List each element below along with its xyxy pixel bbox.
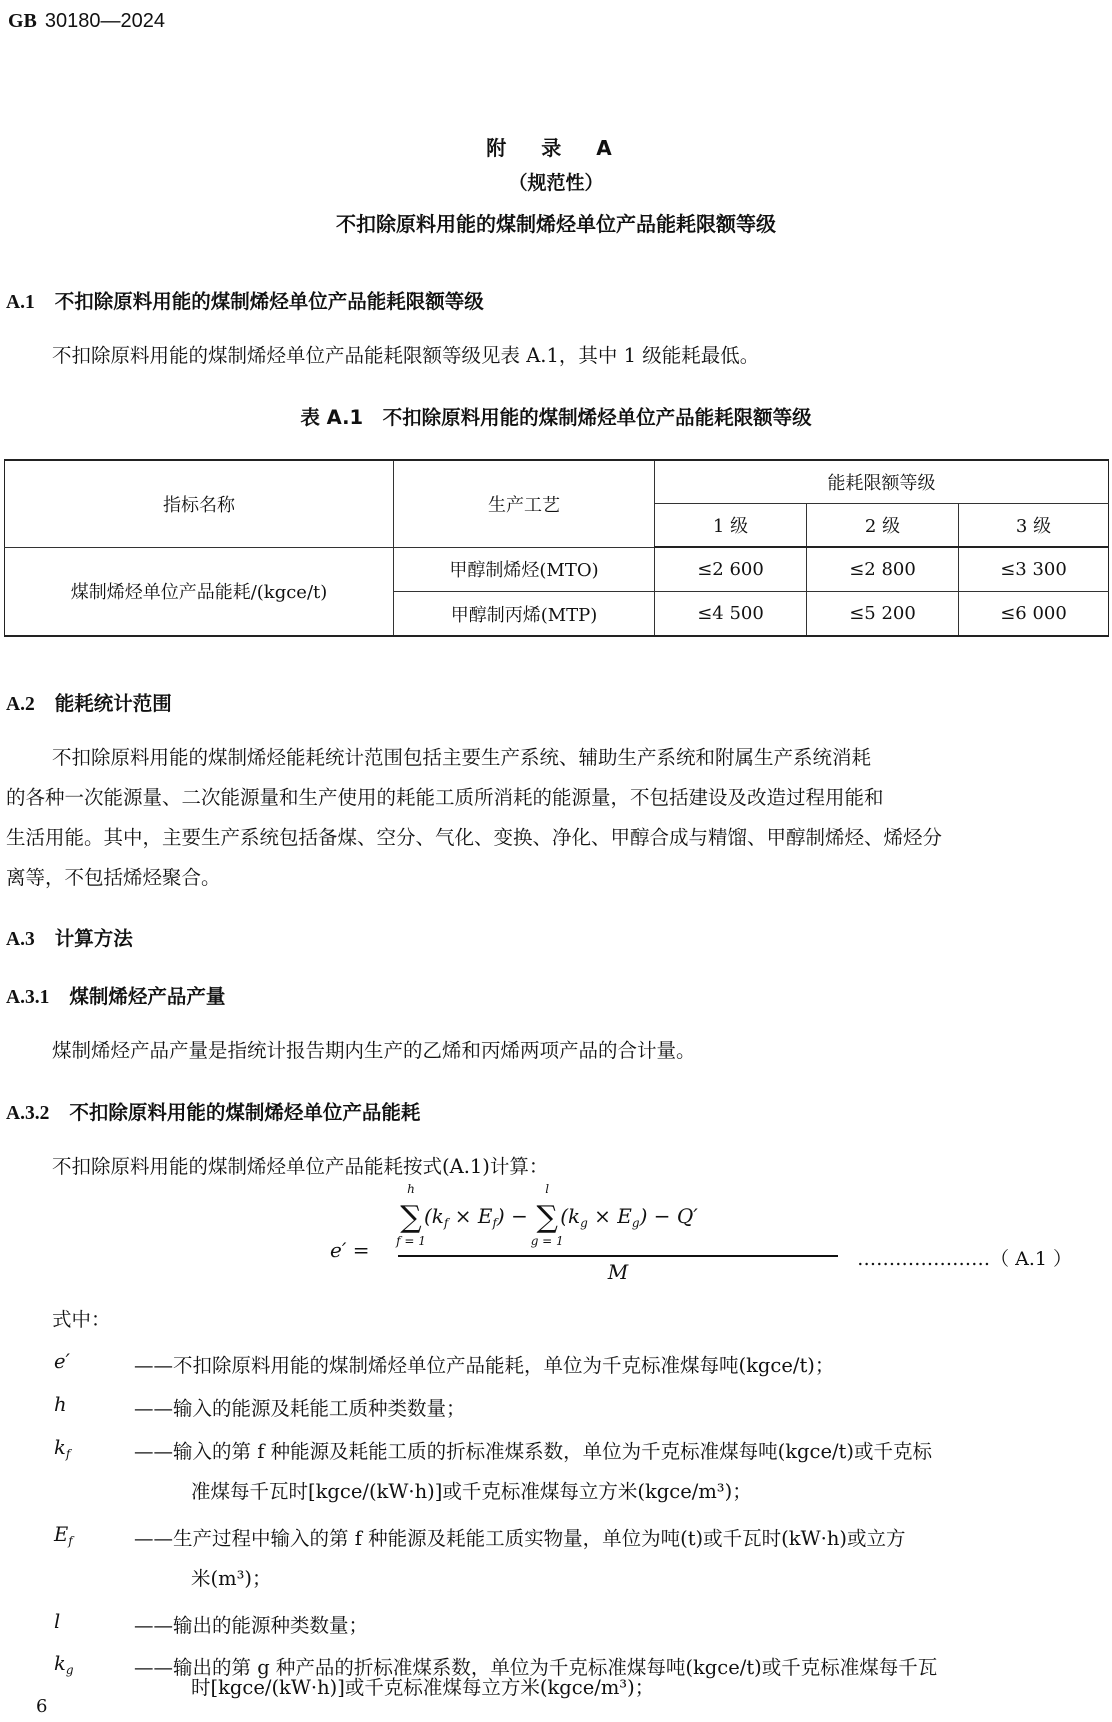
section-number: A.2 — [6, 694, 35, 715]
definition-continuation: 准煤每千瓦时[kgce/(kW·h)]或千克标准煤每立方米(kgce/m³)； — [191, 1480, 752, 1503]
header-grade-3: 3 级 — [959, 504, 1109, 548]
appendix-title: 不扣除原料用能的煤制烯烃单位产品能耗限额等级 — [336, 212, 776, 236]
definition-symbol: $k_g$ — [54, 1652, 74, 1677]
paragraph-text: 不扣除原料用能的煤制烯烃单位产品能耗按式(A.1)计算： — [52, 1155, 549, 1178]
definition-continuation: 时[kgce/(kW·h)]或千克标准煤每立方米(kgce/m³)； — [191, 1676, 655, 1699]
definition-E-f — [54, 1523, 1110, 1603]
definition-text: ——输入的第 f 种能源及耗能工质的折标准煤系数，单位为千克标准煤每吨(kgce/t)或千克标 — [134, 1440, 932, 1463]
definition-k-g-continuation — [54, 1672, 1110, 1702]
value-cell: ≤3 300 — [959, 547, 1109, 592]
process-cell: 甲醇制烯烃(MTO) — [394, 547, 655, 592]
section-heading-a31 — [6, 981, 225, 1009]
definition-e-prime — [54, 1350, 1110, 1380]
header-grade-2: 2 级 — [807, 504, 959, 548]
energy-limit-table — [4, 459, 1109, 637]
value-cell: ≤2 600 — [655, 547, 807, 592]
paragraph-a1 — [6, 336, 1108, 376]
header-grade-1: 1 级 — [655, 504, 807, 548]
section-heading-a1 — [6, 286, 484, 314]
header-indicator: 指标名称 — [5, 460, 394, 547]
section-heading-a3 — [6, 923, 133, 951]
paragraph-line: 生活用能。其中，主要生产系统包括备煤、空分、气化、变换、净化、甲醇合成与精馏、甲醇制烯烃、烯烃分 — [6, 826, 943, 849]
formula-denominator: M — [607, 1260, 629, 1284]
section-number: A.3.1 — [6, 987, 50, 1008]
paragraph-line: 不扣除原料用能的煤制烯烃能耗统计范围包括主要生产系统、辅助生产系统和附属生产系统消耗 — [52, 746, 872, 769]
paragraph-text: 煤制烯烃产品产量是指统计报告期内生产的乙烯和丙烯两项产品的合计量。 — [52, 1039, 696, 1062]
header-grade-group: 能耗限额等级 — [655, 460, 1109, 504]
value-cell: ≤2 800 — [807, 547, 959, 592]
formula-numerator: h ∑ f = 1 $(k_f \times E_f)$ − l ∑ g = 1 $(k_g \times E_g) - Q'$ — [396, 1182, 698, 1248]
definition-text: ——输入的能源及耗能工质种类数量； — [134, 1397, 466, 1420]
value-cell: ≤4 500 — [655, 592, 807, 637]
process-cell: 甲醇制丙烯(MTP) — [394, 592, 655, 637]
section-title: 煤制烯烃产品产量 — [69, 985, 226, 1008]
definition-text: ——输出的第 g 种产品的折标准煤系数，单位为千克标准煤每吨(kgce/t)或千克标准煤每千瓦 — [134, 1656, 938, 1679]
appendix-nature: （规范性） — [508, 172, 604, 194]
table-row — [5, 547, 1109, 592]
definition-symbol: l — [54, 1610, 61, 1633]
definition-symbol: $E_f$ — [54, 1523, 73, 1548]
page-number: 6 — [36, 1696, 48, 1717]
definition-continuation: 米(m³)； — [191, 1567, 272, 1590]
sigma-icon: l ∑ g = 1 — [530, 1182, 564, 1248]
section-heading-a32 — [6, 1097, 420, 1125]
paragraph-text: 不扣除原料用能的煤制烯烃单位产品能耗限额等级见表 A.1，其中 1 级能耗最低。 — [52, 344, 760, 367]
indicator-name: 煤制烯烃单位产品能耗/(kgce/t) — [5, 547, 394, 636]
paragraph-a31 — [6, 1031, 1108, 1071]
where-label — [6, 1300, 1108, 1340]
value-cell: ≤5 200 — [807, 592, 959, 637]
definition-text: ——生产过程中输入的第 f 种能源及耗能工质实物量，单位为吨(t)或千瓦时(kW·h)或立方 — [134, 1527, 906, 1550]
fraction-bar — [398, 1255, 838, 1257]
definition-h — [54, 1393, 1110, 1423]
definition-symbol: e′ — [54, 1350, 70, 1373]
paragraph-a32 — [6, 1147, 1108, 1187]
definition-symbol: $k_f$ — [54, 1436, 71, 1461]
definition-k-f — [54, 1436, 1110, 1516]
equation-number: …………………（ A.1 ） — [857, 1248, 1072, 1270]
section-number: A.3 — [6, 929, 35, 950]
page-header — [8, 8, 165, 33]
definition-symbol: h — [54, 1393, 67, 1416]
section-title: 计算方法 — [54, 927, 133, 950]
definition-text: ——输出的能源种类数量； — [134, 1614, 369, 1637]
section-number: A.1 — [6, 292, 35, 313]
formula-lhs: e′ = — [330, 1238, 370, 1262]
sigma-icon: h ∑ f = 1 — [396, 1182, 426, 1248]
paragraph-a2 — [6, 738, 1108, 898]
section-title: 能耗统计范围 — [54, 692, 172, 715]
paragraph-line: 离等，不包括烯烃聚合。 — [6, 866, 221, 889]
section-heading-a2 — [6, 688, 172, 716]
value-cell: ≤6 000 — [959, 592, 1109, 637]
where-text: 式中： — [52, 1308, 111, 1331]
table-caption: 表 A.1 不扣除原料用能的煤制烯烃单位产品能耗限额等级 — [300, 406, 812, 429]
standard-number: 30180—2024 — [44, 10, 166, 32]
definition-text: ——不扣除原料用能的煤制烯烃单位产品能耗，单位为千克标准煤每吨(kgce/t)； — [134, 1354, 835, 1377]
formula-a1 — [330, 1182, 830, 1292]
section-number: A.3.2 — [6, 1103, 50, 1124]
header-process: 生产工艺 — [394, 460, 655, 547]
standard-prefix: GB — [8, 10, 37, 32]
paragraph-line: 的各种一次能源量、二次能源量和生产使用的耗能工质所消耗的能源量，不包括建设及改造过程用能和 — [6, 786, 884, 809]
section-title: 不扣除原料用能的煤制烯烃单位产品能耗限额等级 — [54, 290, 484, 313]
appendix-label: 附 录 A — [486, 136, 626, 160]
section-title: 不扣除原料用能的煤制烯烃单位产品能耗 — [69, 1101, 421, 1124]
